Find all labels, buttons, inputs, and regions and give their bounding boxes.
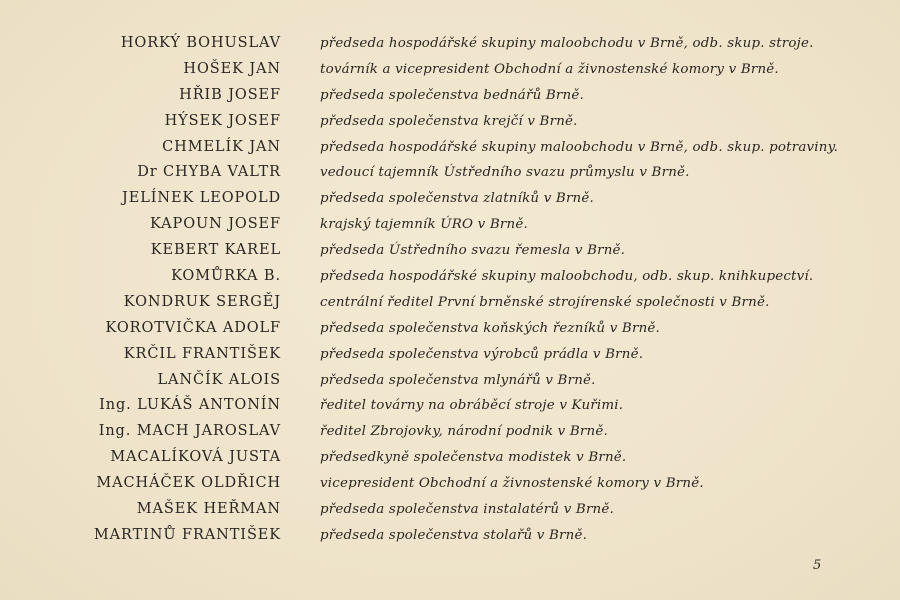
- member-role: předseda hospodářské skupiny maloobchodu v Brně, odb. skup. stroje.: [320, 36, 814, 51]
- list-item: [0, 316, 900, 342]
- member-role: předseda hospodářské skupiny maloobchodu v Brně, odb. skup. potraviny.: [320, 139, 839, 155]
- list-item: [0, 523, 900, 549]
- member-role: předseda společenstva zlatníků v Brně.: [320, 191, 594, 207]
- member-name: KRČIL FRANTIŠEK: [123, 345, 281, 362]
- list-item: [0, 135, 900, 161]
- member-name: Ing. LUKÁŠ ANTONÍN: [99, 397, 281, 414]
- list-item: [0, 212, 900, 238]
- member-name: HOŠEK JAN: [183, 60, 281, 77]
- member-role: předseda společenstva mlynářů v Brně.: [320, 372, 596, 388]
- list-item: [0, 471, 900, 497]
- list-item: [0, 264, 900, 290]
- member-name: LANČÍK ALOIS: [157, 371, 281, 388]
- member-role: předseda společenstva krejčí v Brně.: [320, 113, 578, 129]
- member-name: CHMELÍK JAN: [162, 138, 281, 155]
- member-role: předseda společenstva výrobců prádla v Brně.: [320, 346, 644, 362]
- member-name: MARTINŮ FRANTIŠEK: [93, 526, 281, 543]
- member-name: MACHÁČEK OLDŘICH: [96, 475, 281, 492]
- member-name: HÝSEK JOSEF: [164, 112, 281, 129]
- list-item: [0, 83, 900, 109]
- member-role: vicepresident Obchodní a živnostenské komory v Brně.: [320, 476, 704, 492]
- list-item: [0, 342, 900, 368]
- member-name: MACALÍKOVÁ JUSTA: [110, 449, 281, 466]
- member-role: předseda společenstva stolařů v Brně.: [320, 527, 588, 543]
- member-role: předseda společenstva koňských řezníků v Brně.: [320, 320, 660, 336]
- list-item: [0, 368, 900, 394]
- member-role: předseda společenstva bednářů Brně.: [320, 87, 584, 103]
- list-item: [0, 497, 900, 523]
- list-item: [0, 238, 900, 264]
- member-role: předsedkyně společenstva modistek v Brně.: [320, 450, 627, 466]
- member-role: krajský tajemník ÚRO v Brně.: [320, 217, 528, 233]
- member-name: MAŠEK HEŘMAN: [136, 501, 281, 518]
- member-role: ředitel továrny na obráběcí stroje v Kuřimi.: [320, 398, 624, 414]
- member-role: předseda Ústředního svazu řemesla v Brně.: [320, 243, 626, 259]
- member-name: Dr CHYBA VALTR: [137, 164, 281, 181]
- member-name: KEBERT KAREL: [150, 242, 281, 259]
- member-name: Ing. MACH JAROSLAV: [98, 423, 281, 440]
- list-item: [0, 290, 900, 316]
- member-list: [0, 31, 900, 549]
- page-number: 5: [813, 558, 822, 573]
- list-item: [0, 57, 900, 83]
- list-item: [0, 160, 900, 186]
- member-name: KOMŮRKA B.: [171, 268, 281, 285]
- list-item: [0, 109, 900, 135]
- member-role: předseda společenstva instalatérů v Brně.: [320, 502, 614, 518]
- list-item: [0, 393, 900, 419]
- member-name: KOROTVIČKA ADOLF: [105, 319, 281, 336]
- member-name: HŘIB JOSEF: [179, 86, 281, 103]
- member-role: továrník a vicepresident Obchodní a živnostenské komory v Brně.: [320, 61, 779, 77]
- member-name: KONDRUK SERGĚJ: [123, 293, 281, 310]
- member-role: ředitel Zbrojovky, národní podnik v Brně.: [320, 424, 608, 440]
- member-name: JELÍNEK LEOPOLD: [122, 190, 281, 207]
- member-role: vedoucí tajemník Ústředního svazu průmyslu v Brně.: [320, 165, 690, 181]
- member-role: předseda hospodářské skupiny maloobchodu, odb. skup. knihkupectví.: [320, 269, 814, 285]
- list-item: [0, 419, 900, 445]
- member-role: centrální ředitel První brněnské strojírenské společnosti v Brně.: [320, 294, 770, 310]
- member-name: KAPOUN JOSEF: [150, 216, 281, 233]
- list-item: [0, 445, 900, 471]
- list-item: [0, 186, 900, 212]
- member-name: HORKÝ BOHUSLAV: [120, 35, 281, 51]
- list-item: [0, 31, 900, 57]
